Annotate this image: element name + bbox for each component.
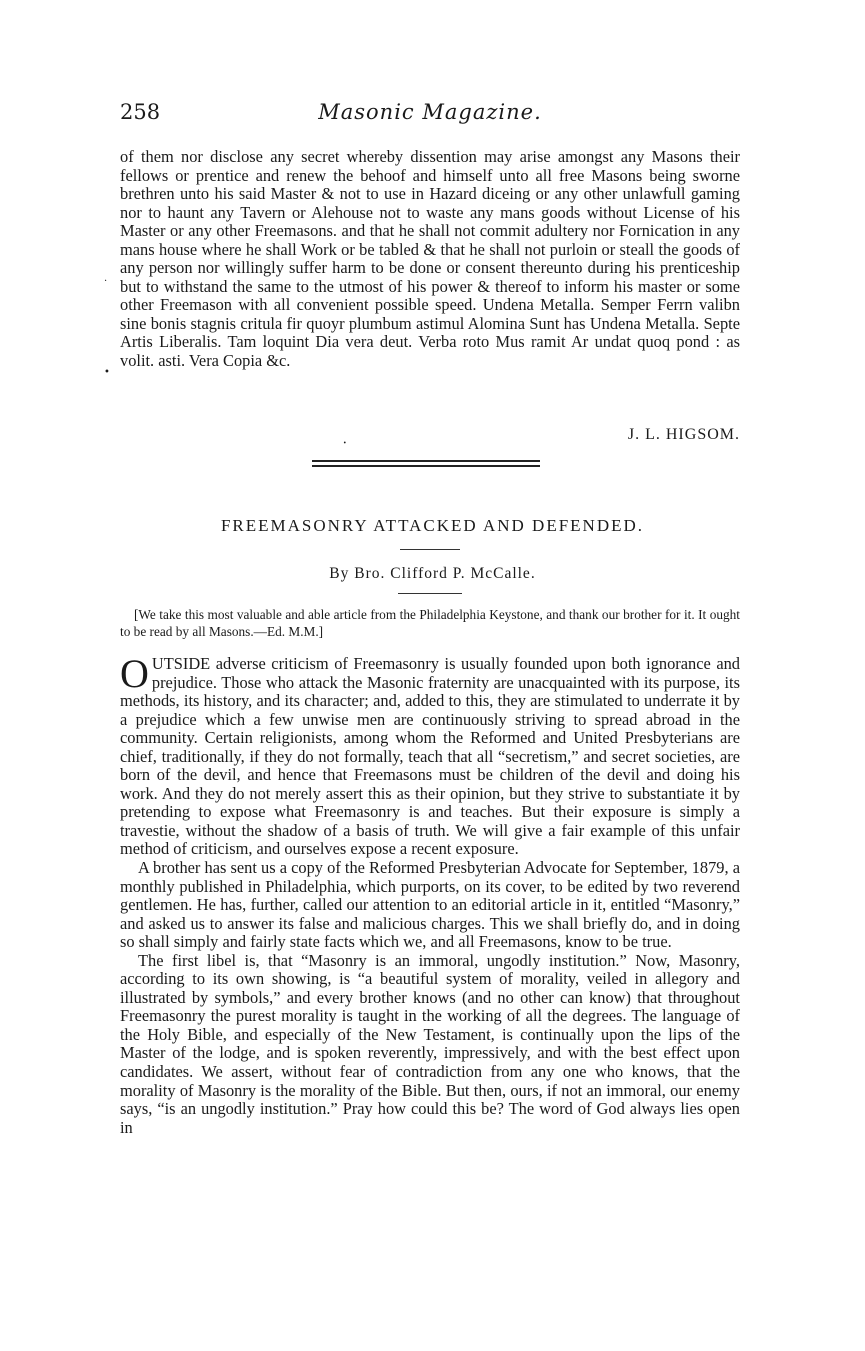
- running-title: Masonic Magazine.: [318, 100, 542, 124]
- article-byline: By Bro. Clifford P. McCalle.: [329, 565, 536, 582]
- drop-cap: O: [120, 651, 149, 696]
- continuation-paragraph: of them nor disclose any secret whereby dissention may arise amongst any Masons their fellows or prentice and renew the behoof and himself unto all free Masons being sworne brethren unto his said Master & not to use in Hazard diceing or any other unlawfull gaming nor to haunt any Tavern or Alehouse not to waste any mans goods without License of his Master or any other Freemasons. and that he shall not commit adultery nor Fornication in any mans house where he shall Work or be tabled & that he shall not purloin or steall the goods of any person nor willingly suffer harm to be done or consent thereunto during his prenticeship but to withstand the same to the utmost of his power & thereof to inform his master or some other Freemason with all convenient possible speed. Undena Metalla. Semper Ferrn valibn sine bonis stagnis critula fir quoyr plumbum astimul Alomina Sunt has Undena Metalla. Septe Artis Liberalis. Tam loquint Dia vera deut. Verba roto Mus ramit Ar undat quoq pond : as volit. asti. Vera Copia &c.: [120, 147, 740, 371]
- margin-mark: •: [104, 367, 110, 378]
- continuation-text: [120, 148, 740, 371]
- stray-mark: •: [343, 440, 347, 447]
- paragraph-1-text: UTSIDE adverse criticism of Freemasonry is usually founded upon both ignorance and prejudice. Those who attack the Masonic fraternity are unacquainted with its purpose, its methods, its history, and its character; and, added to this, they are stimulated to underrate it by a prejudice which a few unwise men are continuously striving to spread abroad in the community. Certain religionists, among whom the Reformed and United Presbyterians are chief, traditionally, if they do not formally, teach that all “secretism,” and secret societies, are born of the devil, and hence that Freemasons must be children of the devil and doing his work. And they do not merely assert this as their opinion, but they strive to substantiate it by pretending to expose what Freemasonry is and teaches. But their exposure is simply a travestie, without the shadow of a basis of truth. We will give a fair example of this unfair method of criticism, and ourselves expose a recent exposure.: [120, 654, 740, 859]
- section-divider-top: [312, 460, 540, 462]
- article-paragraph-2: A brother has sent us a copy of the Reformed Presbyterian Advocate for September, 1879, a monthly published in Philadelphia, which purports, on its cover, to be edited by two reverend gentlemen. He has, further, called our attention to an editorial article in it, entitled “Masonry,” and asked us to answer its false and malicious charges. This we shall briefly do, and in doing so shall simply and fairly state facts which we, and all Freemasons, know to be true.: [120, 858, 740, 952]
- signature: J. L. HIGSOM.: [627, 426, 740, 443]
- section-divider-bottom: [312, 465, 540, 467]
- article-title: FREEMASONRY ATTACKED AND DEFENDED.: [220, 516, 645, 535]
- page-header: [120, 100, 740, 130]
- margin-mark: .: [104, 273, 108, 284]
- article-body: [120, 651, 740, 1137]
- article-paragraph-3: The first libel is, that “Masonry is an immoral, ungodly institution.” Now, Masonry, according to its own showing, is “a beautiful system of morality, veiled in allegory and illustrated by symbols,” and every brother knows (and no other can know) that throughout Freemasonry the purest morality is taught in the working of all the degrees. The language of the Holy Bible, and especially of the New Testament, is continually upon the lips of the Master of the lodge, and is spoken reverently, impressively, and with the best effect upon candidates. We assert, without fear of contradiction from any one who knows, that the morality of Masonry is the morality of the Bible. But then, ours, if not an immoral, our enemy says, “is an ungodly institution.” Pray how could this be? The word of God always lies open in: [120, 950, 740, 1137]
- byline-rule: [398, 593, 462, 594]
- page-number: 258: [120, 100, 161, 124]
- title-rule: [400, 549, 460, 550]
- article-paragraph-1: [120, 651, 740, 859]
- editor-note: [We take this most valuable and able article from the Philadelphia Keystone, and thank our brother for it. It ought to be read by all Masons.—Ed. M.M.]: [120, 607, 740, 639]
